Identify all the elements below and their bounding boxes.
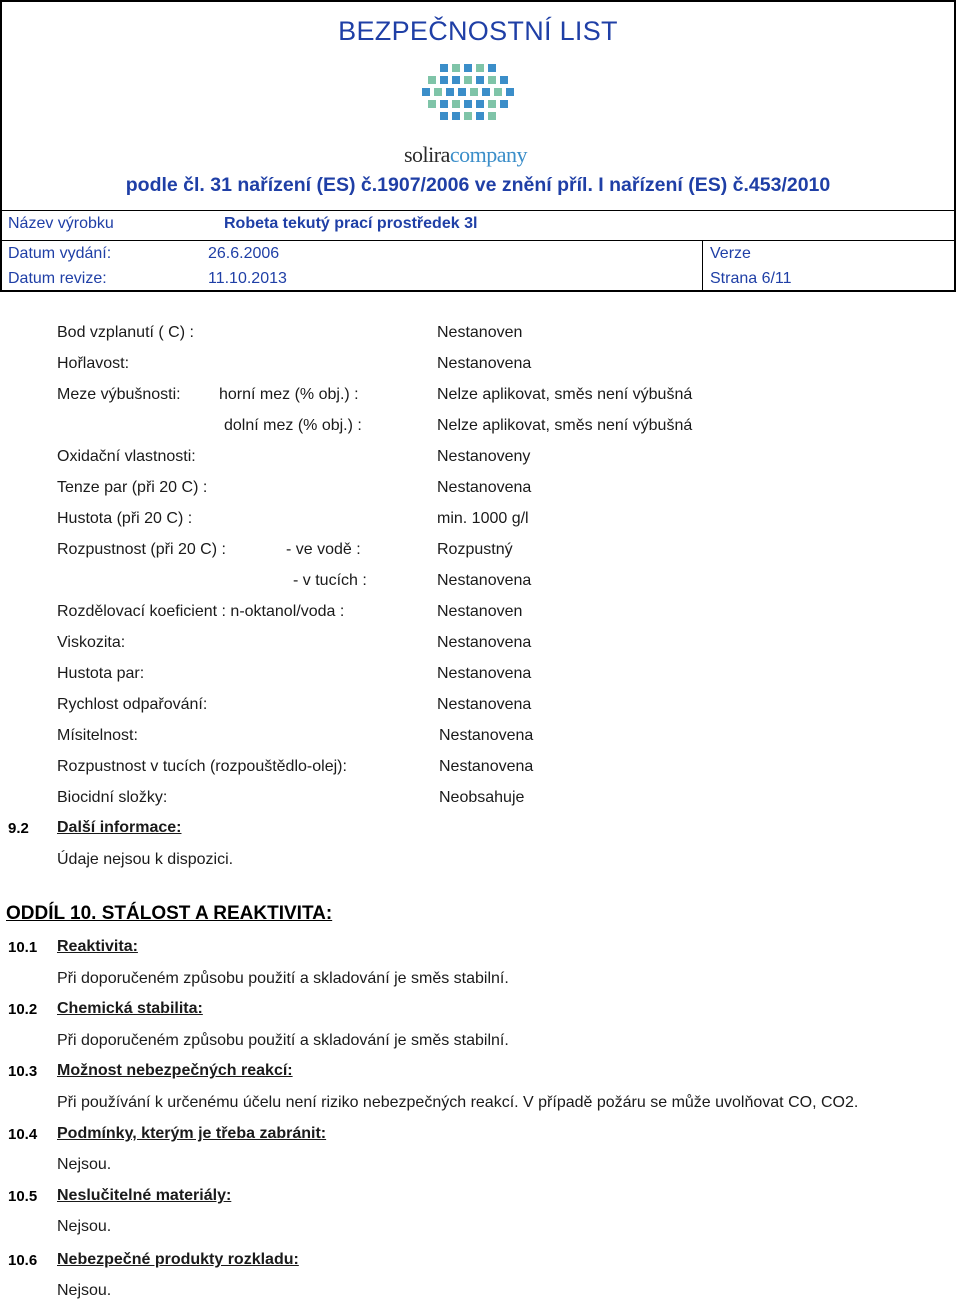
property-label: Biocidní složky: [57,789,168,806]
regulation-reference: podle čl. 31 nařízení (ES) č.1907/2006 ve znění příl. I nařízení (ES) č.453/2010 [125,174,831,196]
property-value: Nestanoven [437,324,523,341]
property-value: Nestanoven [437,603,523,620]
page-number: Strana 6/11 [710,270,792,287]
property-value: Nestanovena [437,572,532,589]
property-label: Mísitelnost: [57,727,138,744]
product-label: Název výrobku [8,215,114,232]
property-sublabel: dolní mez (% obj.) : [224,417,362,434]
section-number: 10.4 [8,1126,38,1143]
property-label: Meze výbušnosti: [57,386,181,403]
property-sublabel: - v tucích : [293,572,367,589]
property-value: Nestanovena [437,665,532,682]
section-text: Při doporučeném způsobu použití a skladování je směs stabilní. [57,1032,509,1049]
section-title: Možnost nebezpečných reakcí: [57,1062,293,1079]
property-label: Hustota (při 20 C) : [57,510,193,527]
section-title: Podmínky, kterým je třeba zabránit: [57,1125,327,1142]
property-value: Neobsahuje [439,789,525,806]
issue-label: Datum vydání: [8,245,112,262]
section-title: Neslučitelné materiály: [57,1187,232,1204]
revision-row [2,266,954,292]
section-number: 10.6 [8,1252,38,1269]
section-text: Při používání k určenému účelu není riziko nebezpečných reakcí. V případě požáru se může uvolňovat CO, CO2. [57,1094,859,1111]
section-title: Chemická stabilita: [57,1000,203,1017]
property-label: Hustota par: [57,665,145,682]
company-logo [404,60,528,167]
property-label: Rychlost odpařování: [57,696,208,713]
section-text: Nejsou. [57,1282,112,1299]
section-number: 9.2 [8,820,29,837]
property-value: Nestanovena [437,479,532,496]
issue-row [2,240,954,267]
section-number: 10.1 [8,939,38,956]
section-number: 10.3 [8,1063,38,1080]
revision-date: 11.10.2013 [208,270,287,287]
section-text: Nejsou. [57,1156,112,1173]
property-label: Hořlavost: [57,355,130,372]
property-value: min. 1000 g/l [437,510,529,527]
section-title: Reaktivita: [57,938,138,955]
property-label: Rozpustnost (při 20 C) : [57,541,226,558]
product-name: Robeta tekutý prací prostředek 3l [224,215,478,232]
section-number: 10.2 [8,1001,38,1018]
property-value: Nelze aplikovat, směs není výbušná [437,386,693,403]
section-text: Při doporučeném způsobu použití a skladování je směs stabilní. [57,970,509,987]
section-title: Nebezpečné produkty rozkladu: [57,1251,299,1268]
version-label: Verze [710,245,751,262]
revision-label: Datum revize: [8,270,107,287]
product-row [2,210,954,237]
property-value: Nestanovena [437,355,532,372]
logo-wordmark: soliracompany [404,142,528,167]
section-number: 10.5 [8,1188,38,1205]
section-text: Údaje nejsou k dispozici. [57,851,234,868]
document-title: BEZPEČNOSTNÍ LIST [338,16,618,46]
property-label: Rozpustnost v tucích (rozpouštědlo-olej): [57,758,347,775]
property-label: Bod vzplanutí ( C) : [57,324,194,341]
property-value: Nestanovena [437,634,532,651]
property-value: Nestanovena [439,727,534,744]
property-value: Nestanovena [437,696,532,713]
property-value: Nelze aplikovat, směs není výbušná [437,417,693,434]
property-value: Nestanoveny [437,448,531,465]
property-label: Tenze par (při 20 C) : [57,479,208,496]
property-sublabel: horní mez (% obj.) : [219,386,359,403]
header-divider [702,240,703,292]
property-value: Rozpustný [437,541,513,558]
section-text: Nejsou. [57,1218,112,1235]
document-header [0,0,956,292]
property-label: Viskozita: [57,634,126,651]
property-label: Oxidační vlastnosti: [57,448,196,465]
section-heading: ODDÍL 10. STÁLOST A REAKTIVITA: [6,903,333,924]
property-value: Nestanovena [439,758,534,775]
issue-date: 26.6.2006 [208,245,280,262]
logo-squares-icon [422,64,514,128]
property-label: Rozdělovací koeficient : n-oktanol/voda : [57,603,345,620]
property-sublabel: - ve vodě : [286,541,361,558]
section-title: Další informace: [57,819,182,836]
